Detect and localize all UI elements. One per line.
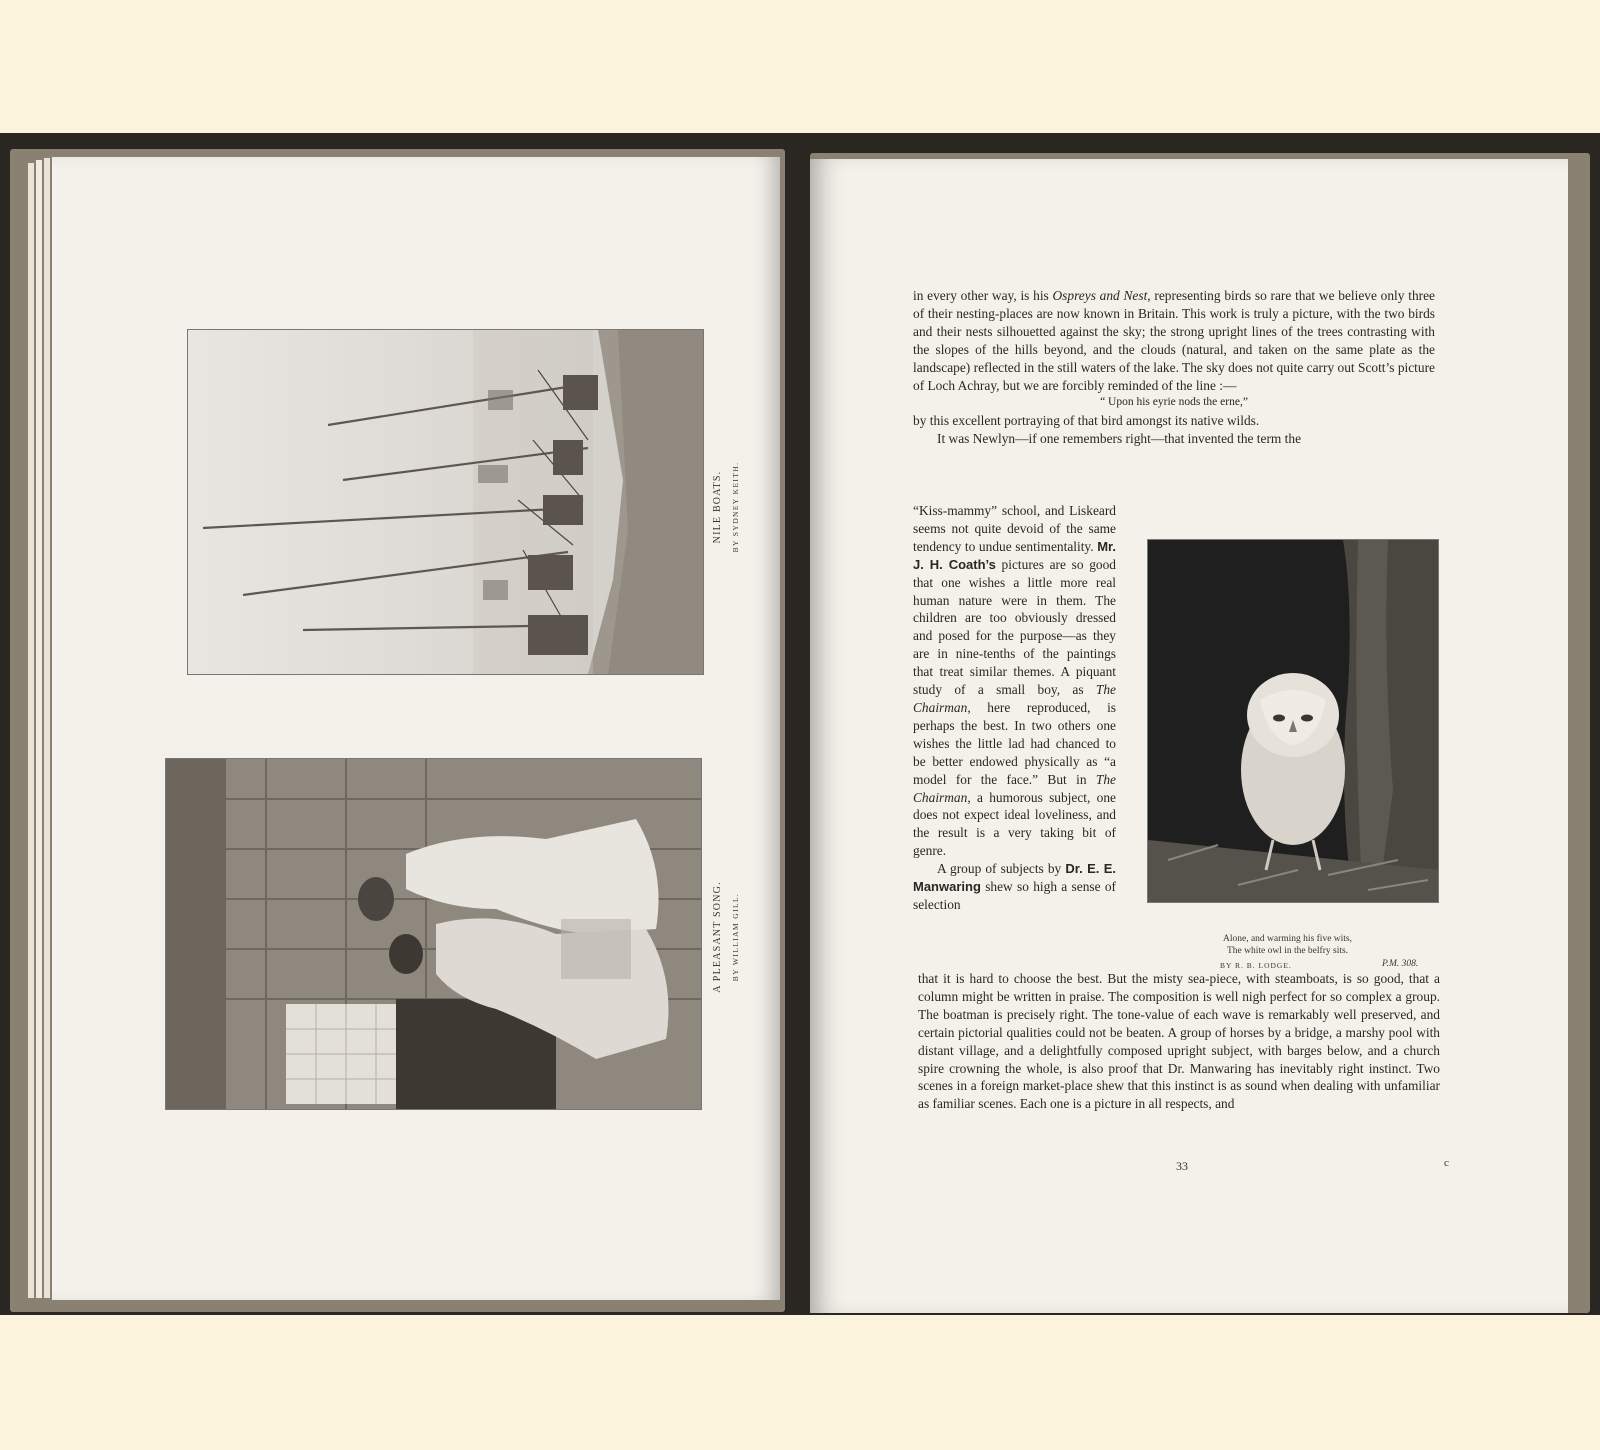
signature-mark: c (1444, 1157, 1449, 1169)
page-number: 33 (1176, 1159, 1188, 1173)
nile-boats-illustration (188, 330, 703, 674)
owl-caption-line-1: Alone, and warming his five wits, (1222, 934, 1353, 944)
page-edges (36, 160, 42, 1298)
left-page (52, 157, 780, 1300)
artist-name-manwaring: Dr. E. E. Manwaring (913, 861, 1116, 895)
text-run: pictures are so good that one wishes a little more real human nature were in them. The children are too obviously dressed and posed for the purpose—as they are in nine-tenths of the paintings that treat similar themes. A piquant study of a small boy, as (913, 556, 1116, 698)
text-run: , here reproduced, is perhaps the best. In two others one wishes the little lad had chanced to be better endowed physically as “a model for the face.” But in (913, 699, 1116, 787)
paragraph-ospreys (913, 287, 1435, 394)
nile-boats-title: NILE BOATS. (712, 470, 723, 544)
text-run: , a humorous subject, one does not expect ideal loveliness, and the result is a very taking bit of genre. (913, 789, 1116, 859)
nile-boats-photo (187, 329, 704, 675)
owl-caption-line-2: The white owl in the belfry sits. (1226, 946, 1349, 956)
text-run: in every other way, is his (913, 288, 1053, 303)
pleasant-song-title: A PLEASANT SONG. (712, 881, 723, 993)
text-run: shew so high a sense of selection (913, 879, 1116, 912)
text-run: A group of subjects by (937, 861, 1066, 877)
owl-reference: P.M. 308. (1382, 959, 1419, 969)
white-owl-photo (1147, 539, 1439, 903)
pleasant-song-caption (712, 827, 752, 1047)
white-owl-illustration (1148, 540, 1438, 902)
paragraph-manwaring-continued: that it is hard to choose the best. But the misty sea-piece, with steamboats, is so good, that a column might be written in praise. The composition is well nigh perfect for so complex a group. The boatman is precisely right. The tone-value of each wave is remarkably well preserved, and certain pictorial qualities could not be beaten. A group of horses by a bridge, a marshy pool with distant village, and a delightfully composed upright subject, with barges below, and a church spire crowning the whole, is also proof that Dr. Manwaring has inevitably right instinct. Two scenes in a foreign market-place shew that this instinct is as sound when dealing with unfamiliar as familiar scenes. Each one is a picture in all respects, and (918, 971, 1440, 1112)
owl-caption (1180, 933, 1395, 957)
open-book (0, 133, 1600, 1315)
paragraph-coath (913, 502, 1116, 860)
pleasant-song-illustration (166, 759, 701, 1109)
page-edges (28, 163, 34, 1298)
nile-boats-credit: BY SYDNEY KEITH. (731, 461, 740, 553)
right-page (810, 159, 1568, 1313)
nile-boats-caption (712, 397, 752, 617)
text-column (913, 502, 1116, 914)
artwork-title-chairman: The Chairman (913, 771, 1116, 805)
quotation: “ Upon his eyrie nods the erne,” (1100, 396, 1248, 409)
artist-name-coath: Mr. J. H. Coath’s (913, 538, 1116, 572)
text-block-bottom (918, 970, 1440, 1113)
text-block-top (913, 287, 1435, 448)
pleasant-song-credit: BY WILLIAM GILL. (731, 892, 740, 982)
owl-credit: BY R. B. LODGE. (1220, 961, 1292, 970)
artwork-title-chairman: The Chairman (913, 682, 1116, 715)
text-run: “Kiss-mammy” school, and Liskeard seems not quite devoid of the same tendency to undue sentimentality. (913, 503, 1116, 554)
pleasant-song-photo (165, 758, 702, 1110)
paragraph-manwaring-column (913, 860, 1116, 914)
paragraph-newlyn-lead: It was Newlyn—if one remembers right—that invented the term the (937, 431, 1302, 447)
text-run: , representing birds so rare that we believe only three of their nesting-places are now known in Britain. This work is truly a picture, with the two birds and their nests silhouetted against the sky; the strong upright lines of the trees contrasting with the slopes of the hills beyond, and the clouds (natural, and taken on the same plate as the landscape) reflected in the still waters of the lake. The sky does not quite carry out Scott’s picture of Loch Achray, but we are forcibly reminded of the line :— (913, 288, 1435, 393)
artwork-title-ospreys: Ospreys and Nest (1052, 288, 1148, 303)
page-edges (44, 158, 50, 1298)
paragraph-portraying: by this excellent portraying of that bird amongst its native wilds. (913, 413, 1260, 429)
